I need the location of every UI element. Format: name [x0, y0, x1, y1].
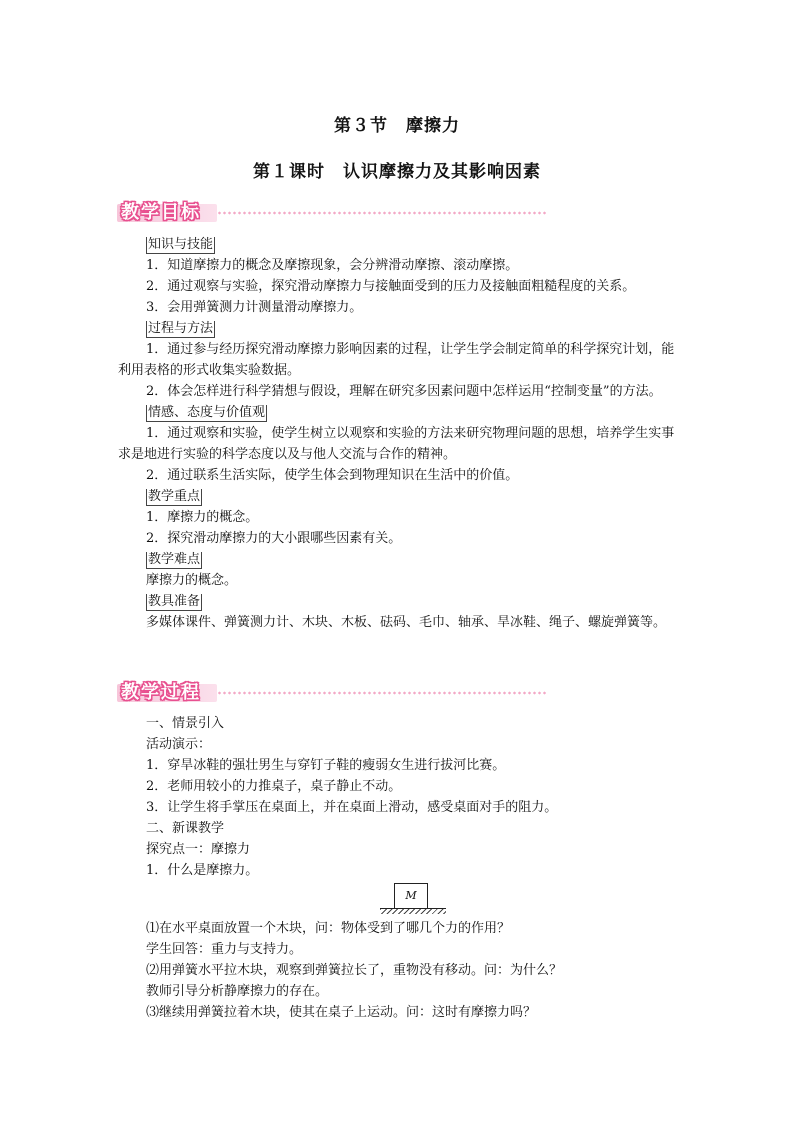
process-banner-label: 教学过程: [121, 682, 201, 703]
intro-heading: 一、情景引入: [146, 716, 225, 731]
activity-item: 2．老师用较小的力推桌子，桌子静止不动。: [146, 779, 402, 794]
what-is-friction: 1．什么是摩擦力。: [146, 863, 259, 878]
key-points-heading: 教学重点: [148, 489, 201, 504]
wooden-block: M: [394, 883, 428, 909]
table-hatching: [380, 909, 446, 914]
process-method-item: 1．通过参与经历探究滑动摩擦力影响因素的过程，让学生学会制定简单的科学探究计划，能利用表格的形式收集实验数据。: [118, 342, 675, 378]
knowledge-heading: 知识与技能: [148, 237, 214, 252]
objectives-banner-label: 教学目标: [121, 202, 201, 223]
difficulty-heading: 教学难点: [148, 552, 201, 567]
activity-label: 活动演示：: [146, 737, 212, 752]
step-item: ⑵用弹簧水平拉木块，观察到弹簧拉长了，重物没有移动。问：为什么？: [146, 963, 563, 978]
difficulty-text: 摩擦力的概念。: [146, 573, 238, 588]
banner-dotted-line: [217, 211, 547, 215]
knowledge-item: 3．会用弹簧测力计测量滑动摩擦力。: [146, 300, 363, 315]
step-item: ⑶继续用弹簧拉着木块，使其在桌子上运动。问：这时有摩擦力吗？: [146, 1005, 537, 1020]
knowledge-item: 2．通过观察与实验，探究滑动摩擦力与接触面受到的压力及接触面粗糙程度的关系。: [146, 279, 636, 294]
banner-dotted-line: [217, 691, 547, 695]
knowledge-item: 1．知道摩擦力的概念及摩擦现象，会分辨滑动摩擦、滚动摩擦。: [146, 258, 519, 273]
objectives-banner: [117, 200, 447, 226]
step-item: ⑴在水平桌面放置一个木块，问：物体受到了哪几个力的作用？: [146, 921, 511, 936]
attitude-item: 2．通过联系生活实际，使学生体会到物理知识在生活中的价值。: [146, 468, 519, 483]
explore-point: 探究点一：摩擦力: [146, 842, 251, 857]
attitude-heading: 情感、态度与价值观: [148, 405, 266, 420]
objectives-section: [118, 234, 678, 633]
process-section-intro: [118, 713, 678, 881]
step-item: 学生回答：重力与支持力。: [146, 942, 303, 957]
process-section-steps: [118, 918, 678, 1023]
attitude-item: 1．通过观察和实验，使学生树立以观察和实验的方法来研究物理问题的思想，培养学生实事求是地进行实验的科学态度以及与他人交流与合作的精神。: [118, 426, 675, 462]
process-method-heading: 过程与方法: [148, 321, 214, 336]
lesson-title: 第１课时 认识摩擦力及其影响因素: [253, 162, 541, 182]
activity-item: 1．穿旱冰鞋的强壮男生与穿钉子鞋的瘦弱女生进行拔河比赛。: [146, 758, 506, 773]
process-method-item: 2．体会怎样进行科学猜想与假设，理解在研究多因素问题中怎样运用“控制变量”的方法。: [146, 384, 662, 399]
materials-heading: 教具准备: [148, 594, 201, 609]
block-on-table-diagram: [380, 883, 450, 915]
section-title: 第３节 摩擦力: [334, 116, 460, 136]
key-point-item: 1．摩擦力的概念。: [146, 510, 259, 525]
materials-text: 多媒体课件、弹簧测力计、木块、木板、砝码、毛巾、轴承、旱冰鞋、绳子、螺旋弹簧等。: [146, 615, 667, 630]
step-item: 教师引导分析静摩擦力的存在。: [146, 984, 329, 999]
key-point-item: 2．探究滑动摩擦力的大小跟哪些因素有关。: [146, 531, 402, 546]
process-banner: [117, 680, 447, 706]
activity-item: 3．让学生将手掌压在桌面上，并在桌面上滑动，感受桌面对手的阻力。: [146, 800, 558, 815]
new-lesson-heading: 二、新课教学: [146, 821, 225, 836]
